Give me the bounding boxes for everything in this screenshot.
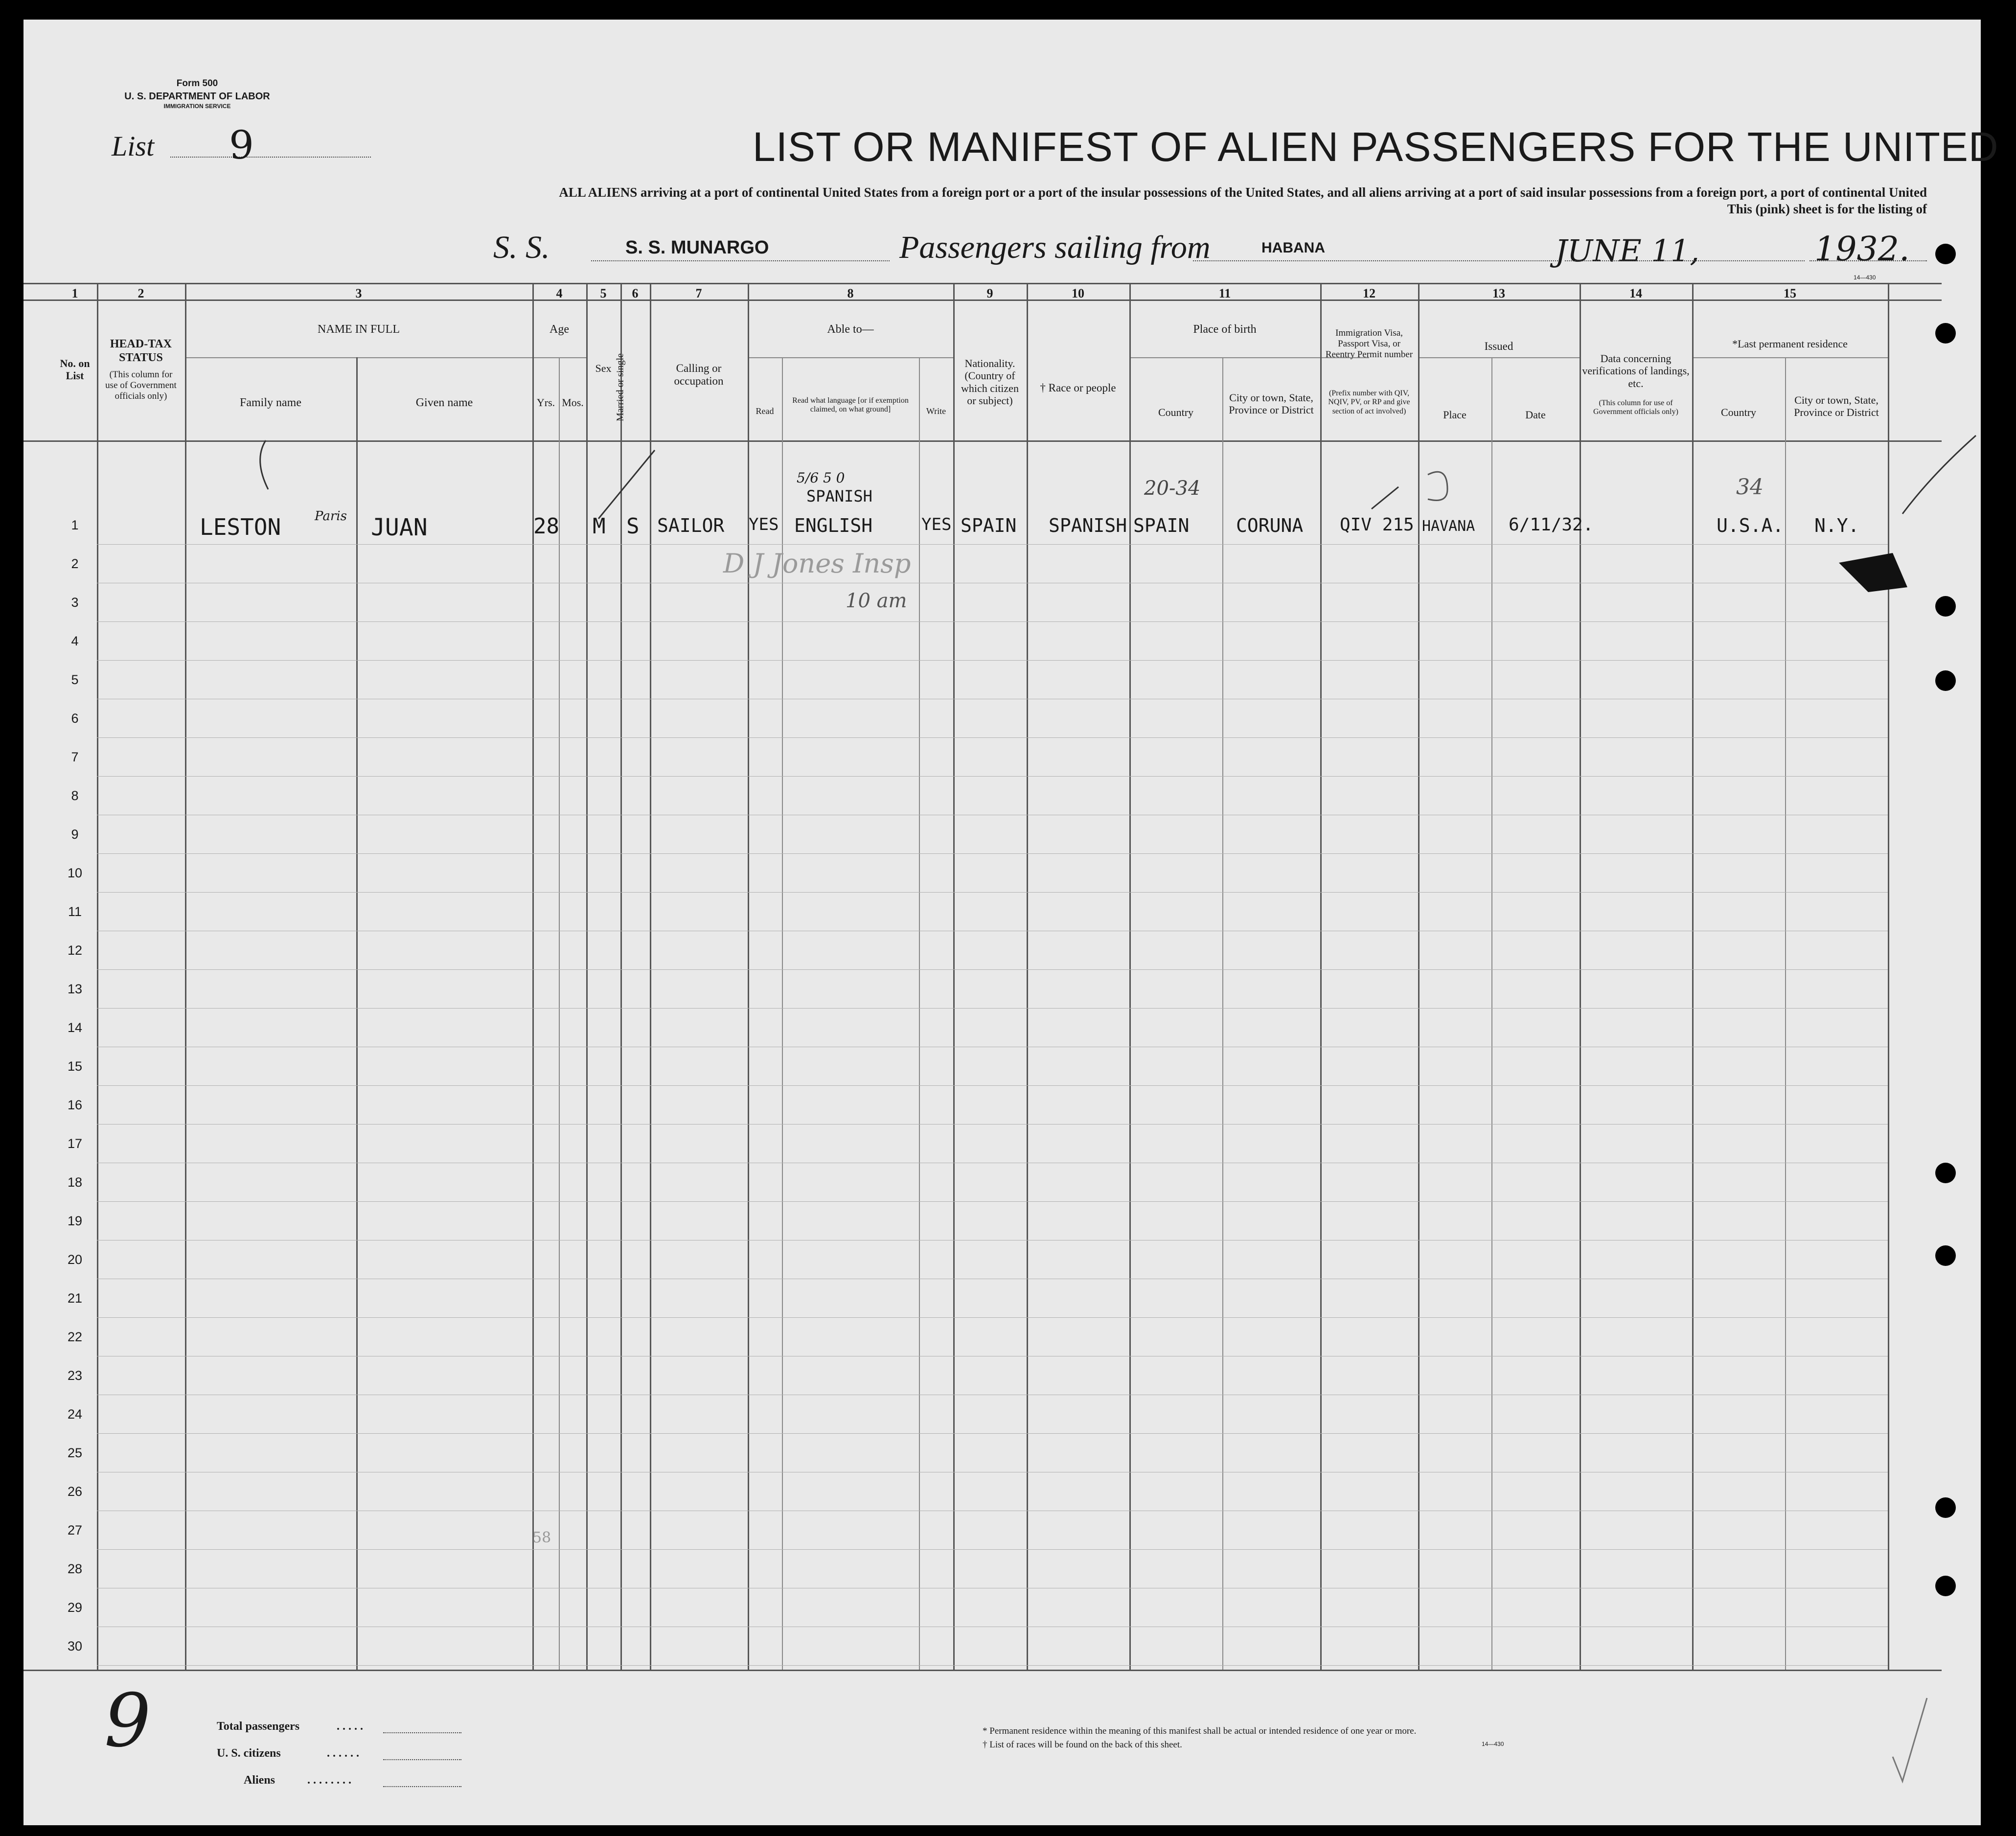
colnum-7: 7 xyxy=(695,286,702,300)
check-mark-bottom xyxy=(1893,1698,1927,1781)
punch-hole xyxy=(1935,670,1956,691)
header-res-country: Country xyxy=(1720,406,1757,418)
header-data-note: (This column for use of Government officials only) xyxy=(1593,399,1678,416)
inspector-note-2: 10 am xyxy=(846,590,907,612)
punch-hole xyxy=(1935,244,1956,264)
row-number: 20 xyxy=(67,1252,83,1267)
header-data-concerning: Data concerning verifications of landings, etc. xyxy=(1582,352,1690,390)
colnum-14: 14 xyxy=(1629,286,1642,300)
entry-language-1: SPANISH xyxy=(806,487,872,505)
row-number: 22 xyxy=(67,1330,83,1344)
entry-residence-city: N.Y. xyxy=(1814,515,1859,536)
service-name: IMMIGRATION SERVICE xyxy=(163,103,231,110)
header-birth-country: Country xyxy=(1158,406,1194,418)
form-number: Form 500 xyxy=(176,78,218,89)
row-number: 8 xyxy=(71,788,79,803)
row-number: 25 xyxy=(67,1446,83,1460)
entry-visa: QIV 215 xyxy=(1340,515,1414,535)
punch-hole xyxy=(1935,323,1956,344)
header-calling: Calling or occupation xyxy=(674,362,724,388)
punch-hole xyxy=(1935,596,1956,617)
colnum-13: 13 xyxy=(1492,286,1505,300)
row-number: 9 xyxy=(71,827,79,842)
header-head-tax: HEAD-TAX STATUS xyxy=(110,338,172,364)
slash-mark-sex xyxy=(598,450,655,519)
entry-language-2: ENGLISH xyxy=(794,515,873,536)
list-number: 9 xyxy=(229,122,254,168)
footer-line-1 xyxy=(383,1732,461,1733)
entry-married: S xyxy=(626,514,640,539)
colnum-6: 6 xyxy=(632,286,639,300)
entry-write: YES xyxy=(921,515,952,534)
manifest-subtitle-1: ALL ALIENS arriving at a port of continental United States from a foreign port or a port of the insular possessions of the United States, and all aliens arriving at a port of said insular possessions from a foreign port, a port of continental United xyxy=(559,185,1927,200)
footnote-residence: * Permanent residence within the meaning of this manifest shall be actual or intended residence of one year or more. xyxy=(983,1726,1417,1736)
header-issued: Issued xyxy=(1484,340,1513,352)
colnum-2: 2 xyxy=(137,286,144,300)
row-number: 18 xyxy=(67,1175,83,1190)
footer-line-2 xyxy=(383,1759,461,1760)
colnum-4: 4 xyxy=(556,286,563,300)
header-head-tax-note: (This column for use of Government officials only) xyxy=(105,369,177,401)
header-last-residence: *Last permanent residence xyxy=(1732,338,1848,350)
entry-birth-city: CORUNA xyxy=(1236,515,1304,536)
row-number: 30 xyxy=(67,1639,83,1653)
entry-language-note: 5/6 5 0 xyxy=(797,470,845,486)
check-mark-top xyxy=(1902,436,1976,514)
header-sex: Sex xyxy=(595,362,612,374)
entry-issued-date: 6/11/32. xyxy=(1509,515,1594,535)
entry-family-name-note: Paris xyxy=(315,509,347,524)
row-number: 28 xyxy=(67,1561,83,1576)
row-number: 2 xyxy=(71,556,79,571)
entry-occupation: SAILOR xyxy=(657,515,725,536)
entry-issued-place: HAVANA xyxy=(1422,518,1475,535)
row-number: 27 xyxy=(67,1523,83,1538)
colnum-1: 1 xyxy=(71,286,78,300)
header-family-name: Family name xyxy=(240,396,301,409)
ss-label: S. S. xyxy=(493,230,550,265)
row-number: 3 xyxy=(71,595,79,610)
sailing-year: 1932. xyxy=(1814,230,1910,269)
entry-sex: M xyxy=(593,514,606,539)
row-number: 4 xyxy=(71,634,79,648)
row-number: 21 xyxy=(67,1291,83,1306)
entry-nationality: SPAIN xyxy=(961,515,1017,536)
footer-dots-1: . . . . . xyxy=(337,1720,363,1733)
punch-hole xyxy=(1935,1245,1956,1266)
header-read: Read xyxy=(756,406,774,416)
footer-aliens: Aliens xyxy=(244,1774,275,1787)
department-name: U. S. DEPARTMENT OF LABOR xyxy=(124,91,270,102)
row-number: 14 xyxy=(67,1020,83,1035)
footer-code: 14—430 xyxy=(1482,1741,1504,1747)
header-no-on-list: No. on List xyxy=(60,357,90,382)
punch-hole xyxy=(1935,1163,1956,1183)
row-number: 16 xyxy=(67,1098,83,1112)
colnum-10: 10 xyxy=(1072,286,1084,300)
entry-age-yrs: 28 xyxy=(533,514,559,539)
header-issued-place: Place xyxy=(1443,409,1466,421)
header-read-what: Read what language [or if exemption claimed, on what ground] xyxy=(792,396,909,414)
footer-list-number: 9 xyxy=(104,1678,151,1764)
row-number: 1 xyxy=(71,518,79,532)
header-yrs: Yrs. xyxy=(536,396,555,409)
punch-hole xyxy=(1935,1497,1956,1518)
header-race: † Race or people xyxy=(1040,382,1116,394)
row-number: 15 xyxy=(67,1059,83,1074)
footer-dots-2: . . . . . . xyxy=(327,1747,359,1760)
header-write: Write xyxy=(926,406,946,416)
row-number: 5 xyxy=(71,672,79,687)
manifest-sheet xyxy=(23,20,1999,1825)
sailing-port: HABANA xyxy=(1261,240,1325,256)
footer-total-passengers: Total passengers xyxy=(217,1720,300,1733)
punch-hole xyxy=(1935,1576,1956,1596)
footnote-races: † List of races will be found on the back of this sheet. xyxy=(983,1740,1182,1750)
header-name-in-full: NAME IN FULL xyxy=(318,323,400,336)
entry-residence-country: U.S.A. xyxy=(1717,515,1784,536)
header-mos: Mos. xyxy=(562,396,584,409)
entry-birth-country: SPAIN xyxy=(1133,515,1190,536)
row-number: 23 xyxy=(67,1368,83,1383)
row-number: 29 xyxy=(67,1600,83,1615)
circle-mark-issued xyxy=(1428,472,1447,500)
header-nationality: Nationality. (Country of which citizen or subject) xyxy=(961,357,1019,407)
row-number: 26 xyxy=(67,1484,83,1499)
row-number: 13 xyxy=(67,982,83,996)
entry-birth-note: 20-34 xyxy=(1144,477,1201,500)
colnum-15: 15 xyxy=(1784,286,1796,300)
print-code: 14—430 xyxy=(1854,274,1876,281)
entry-race: SPANISH xyxy=(1049,515,1127,536)
sailing-label: Passengers sailing from xyxy=(899,230,1211,265)
header-married: Married or single xyxy=(615,353,626,421)
header-visa: Immigration Visa, Passport Visa, or Reentry Permit number xyxy=(1325,328,1413,360)
row-number: 17 xyxy=(67,1136,83,1151)
pen-marks xyxy=(23,20,1981,1825)
sailing-date: JUNE 11, xyxy=(1555,233,1699,269)
header-birth-city: City or town, State, Province or District xyxy=(1229,391,1314,416)
list-label: List xyxy=(112,130,155,162)
header-given-name: Given name xyxy=(415,396,473,409)
footer-us-citizens: U. S. citizens xyxy=(217,1747,281,1760)
row-number: 12 xyxy=(67,943,83,958)
footer-dots-3: . . . . . . . . xyxy=(307,1774,351,1787)
bracket-mark xyxy=(260,440,268,489)
entry-residence-note: 34 xyxy=(1736,475,1764,500)
entry-family-name: LESTON xyxy=(200,514,281,540)
manifest-subtitle-2: This (pink) sheet is for the listing of xyxy=(1727,202,1927,216)
row-number: 7 xyxy=(71,750,79,764)
row-number: 10 xyxy=(67,866,83,880)
entry-given-name: JUAN xyxy=(371,514,428,541)
colnum-12: 12 xyxy=(1363,286,1375,300)
header-place-of-birth: Place of birth xyxy=(1193,323,1257,336)
entry-read: YES xyxy=(749,515,779,534)
row-number: 24 xyxy=(67,1407,83,1422)
header-issued-date: Date xyxy=(1525,409,1546,421)
manifest-title: LIST OR MANIFEST OF ALIEN PASSENGERS FOR THE UNITED xyxy=(753,124,1999,170)
inspector-note-1: D J Jones Insp xyxy=(723,548,911,579)
row-number: 6 xyxy=(71,711,79,726)
footer-line-3 xyxy=(383,1786,461,1787)
slash-mark-visa xyxy=(1372,487,1398,509)
paper-tear xyxy=(1839,553,1907,592)
colnum-5: 5 xyxy=(600,286,607,300)
colnum-3: 3 xyxy=(355,286,362,300)
stray-mark: 58 xyxy=(532,1529,551,1546)
row-number: 11 xyxy=(68,904,82,919)
header-able-to: Able to— xyxy=(827,323,874,336)
ship-name: S. S. MUNARGO xyxy=(625,237,769,258)
header-age: Age xyxy=(550,323,569,336)
colnum-8: 8 xyxy=(847,286,854,300)
colnum-9: 9 xyxy=(986,286,993,300)
row-number: 19 xyxy=(67,1214,83,1228)
colnum-11: 11 xyxy=(1218,286,1231,300)
header-visa-note: (Prefix number with QIV, NQIV, PV, or RP and give section of act involved) xyxy=(1328,389,1410,415)
header-res-city: City or town, State, Province or District xyxy=(1794,394,1879,419)
